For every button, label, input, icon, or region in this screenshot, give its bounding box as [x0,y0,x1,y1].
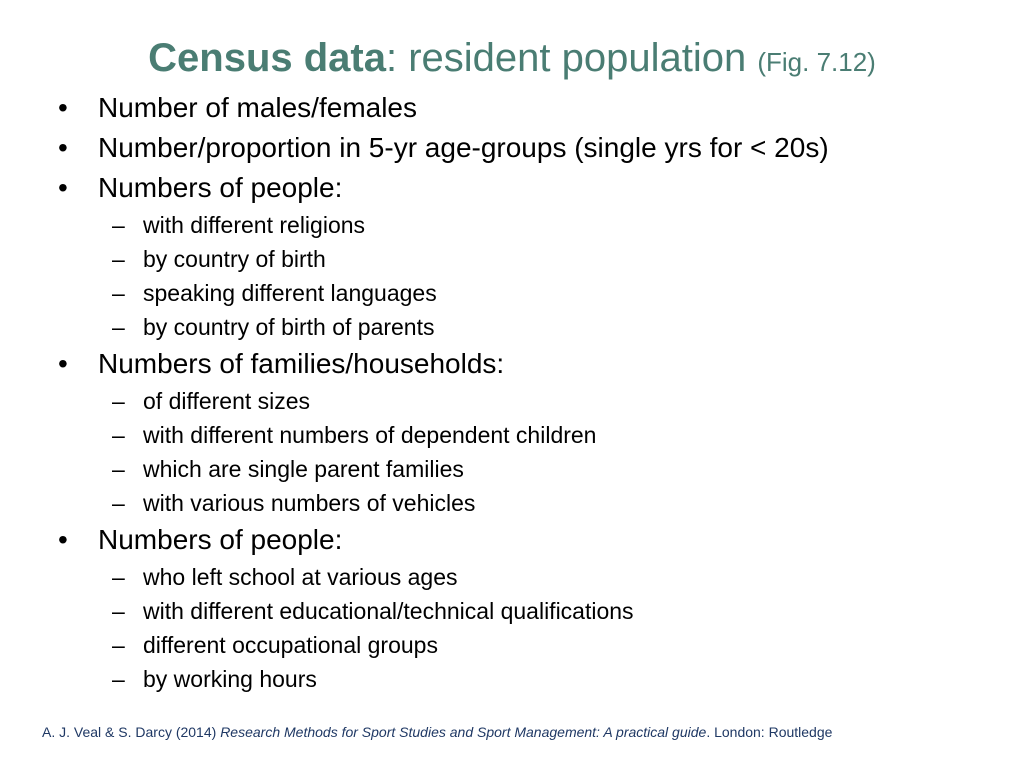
bullet-text: Numbers of people: [98,524,343,555]
title-bold: Census data [148,36,386,80]
dash-icon: – [112,212,125,238]
sub-item-text: by country of birth [143,246,326,272]
sub-item [56,418,996,452]
bullet-list [56,88,996,696]
sub-list [56,384,996,520]
bullet-text: Number/proportion in 5-yr age-groups (single yrs for < 20s) [98,132,829,163]
sub-item-text: which are single parent families [143,456,464,482]
sub-item [56,594,996,628]
sub-item [56,628,996,662]
dash-icon: – [112,666,125,692]
citation [42,722,832,742]
citation-book-title: Research Methods for Sport Studies and Sport Management: A practical guide [220,724,707,740]
dash-icon: – [112,598,125,624]
bullet-text: Numbers of families/households: [98,348,505,379]
sub-item-text: different occupational groups [143,632,438,658]
bullet-item [56,344,996,384]
sub-item [56,276,996,310]
sub-item [56,384,996,418]
dash-icon: – [112,388,125,414]
dash-icon: – [112,422,125,448]
dash-icon: – [112,490,125,516]
dash-icon: – [112,632,125,658]
sub-item [56,560,996,594]
sub-list [56,560,996,696]
dash-icon: – [112,280,125,306]
sub-item-text: with various numbers of vehicles [143,490,476,516]
bullet-icon: • [58,132,68,163]
sub-item [56,208,996,242]
title-rest: : resident population [385,36,758,80]
bullet-icon: • [58,348,68,379]
bullet-item [56,128,996,168]
dash-icon: – [112,314,125,340]
sub-item-text: with different religions [143,212,366,238]
citation-publisher: . London: Routledge [706,724,833,740]
sub-item [56,486,996,520]
bullet-text: Number of males/females [98,92,418,123]
slide-title [0,34,1024,86]
dash-icon: – [112,246,125,272]
sub-item-text: by working hours [143,666,317,692]
sub-item [56,452,996,486]
sub-item [56,662,996,696]
dash-icon: – [112,456,125,482]
sub-item-text: of different sizes [143,388,311,414]
sub-item-text: by country of birth of parents [143,314,435,340]
bullet-icon: • [58,524,68,555]
bullet-icon: • [58,92,68,123]
bullet-item [56,520,996,560]
title-figure-ref: (Fig. 7.12) [757,47,876,77]
bullet-item [56,168,996,208]
sub-item-text: with different educational/technical qualifications [143,598,634,624]
sub-list [56,208,996,344]
citation-authors: A. J. Veal & S. Darcy (2014) [42,724,221,740]
sub-item [56,310,996,344]
sub-item-text: with different numbers of dependent children [143,422,597,448]
bullet-text: Numbers of people: [98,172,343,203]
sub-item-text: who left school at various ages [143,564,458,590]
sub-item [56,242,996,276]
dash-icon: – [112,564,125,590]
bullet-icon: • [58,172,68,203]
sub-item-text: speaking different languages [143,280,437,306]
bullet-item [56,88,996,128]
